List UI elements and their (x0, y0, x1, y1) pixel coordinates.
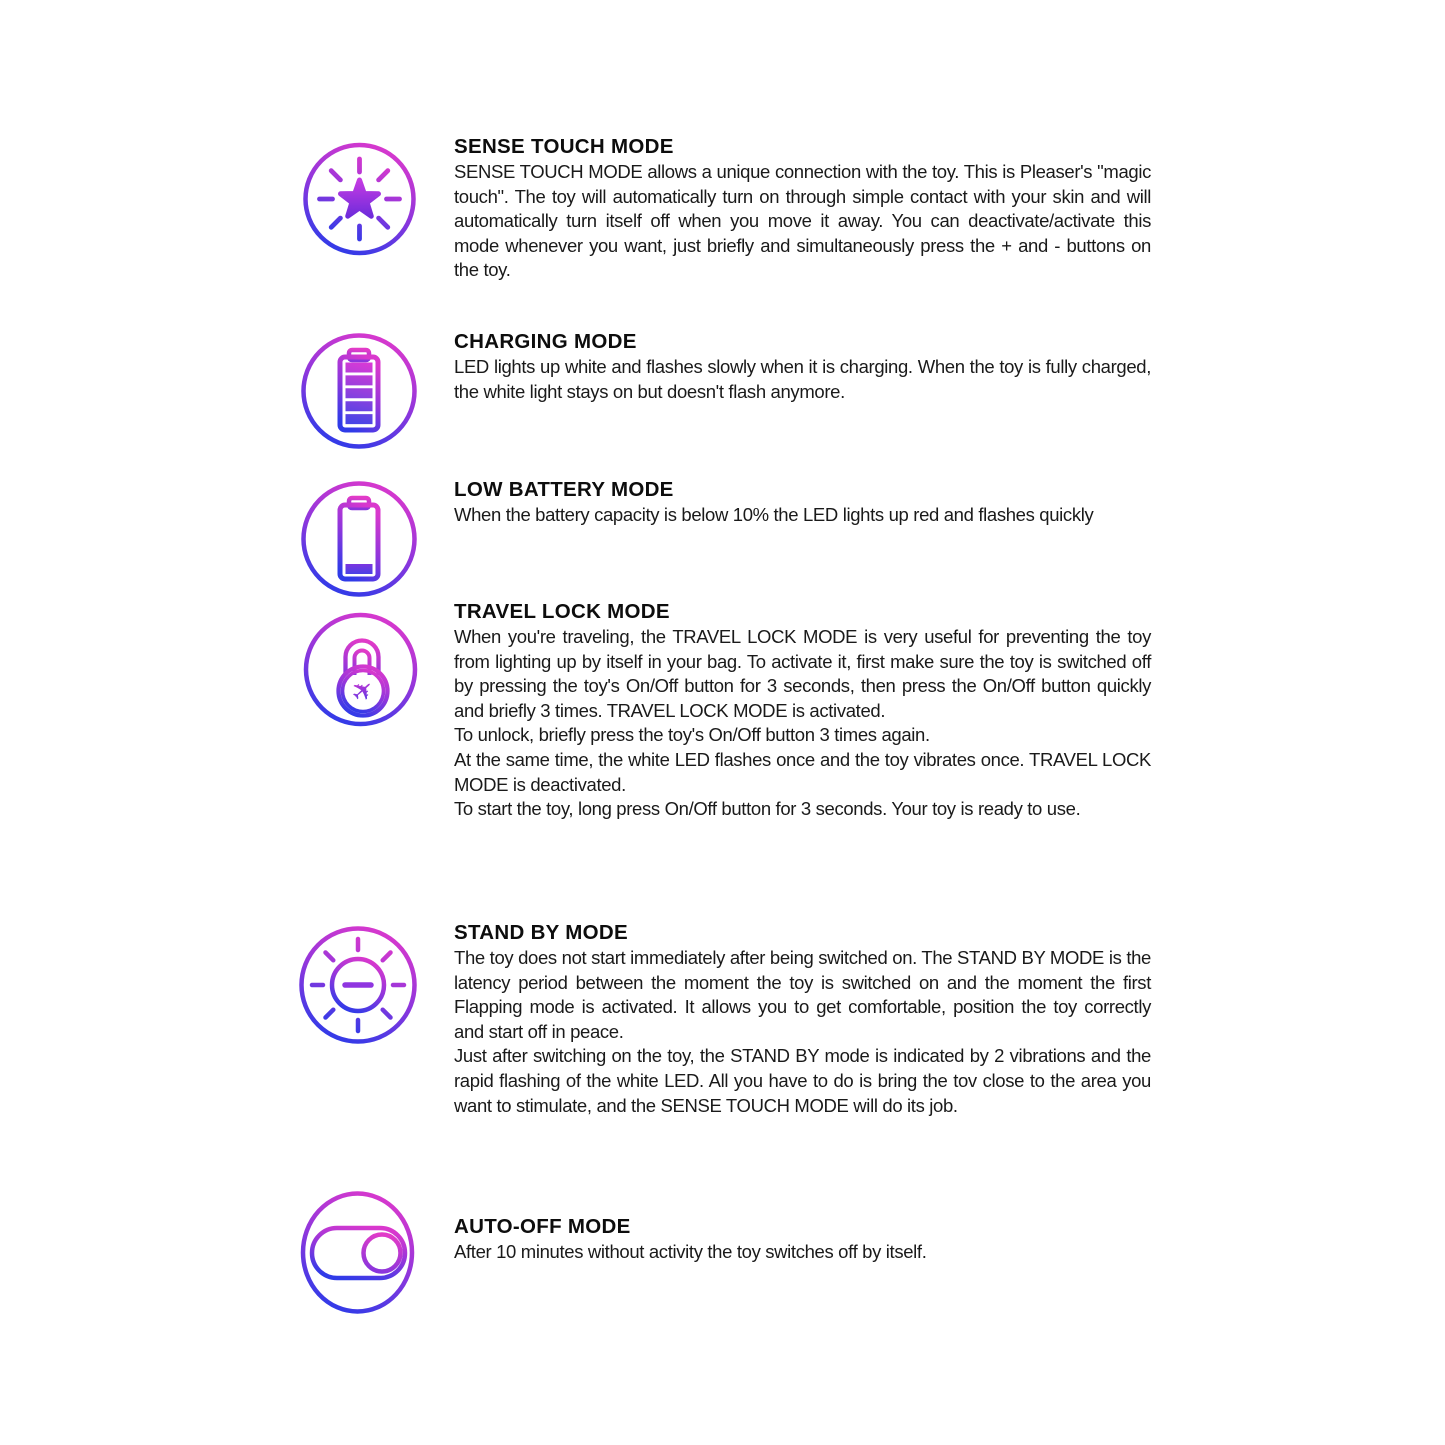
airplane-glyph: ✈ (344, 672, 383, 711)
charging-icon-wrap (300, 331, 418, 451)
section-paragraph: To unlock, briefly press the toy's On/Off button 3 times again. (454, 724, 930, 746)
section-title: SENSE TOUCH MODE (454, 135, 674, 158)
section-charging (454, 329, 1151, 404)
section-title: AUTO-OFF MODE (454, 1215, 631, 1238)
sense-touch-icon-wrap (300, 142, 419, 256)
stand-by-icon-wrap (297, 924, 419, 1046)
section-title: STAND BY MODE (454, 921, 628, 944)
standby-dial-icon (297, 924, 419, 1046)
section-paragraph: SENSE TOUCH MODE allows a unique connection with the toy. This is Pleaser's "magic touch". The toy will automatically turn on through simple contact with your skin and will automatically turn itself off when you move it away. You can deactivate/activate this mode whenever you want, just briefly and simultaneously press the + and - buttons on the toy. (454, 161, 1151, 281)
star-burst-icon (300, 142, 419, 256)
battery-low-icon (299, 479, 419, 599)
low-battery-icon-wrap (299, 479, 419, 599)
travel-lock-icon (301, 611, 420, 728)
section-paragraph: LED lights up white and flashes slowly when it is charging. When the toy is fully charged, the white light stays on but doesn't flash anymore. (454, 356, 1151, 402)
section-paragraph: At the same time, the white LED flashes once and the toy vibrates once. TRAVEL LOCK MODE is deactivated. (454, 748, 1151, 795)
auto-off-icon-wrap (299, 1191, 416, 1314)
section-paragraph: After 10 minutes without activity the toy switches off by itself. (454, 1241, 927, 1262)
section-paragraph: The toy does not start immediately after being switched on. The STAND BY MODE is the latency period between the moment the toy is switched on and the moment the first Flapping mode is activated. It allows you to get comfortable, position the toy correctly and start off in peace. (454, 947, 1151, 1042)
section-paragraph: When the battery capacity is below 10% the LED lights up red and flashes quickly (454, 504, 1094, 525)
section-title: TRAVEL LOCK MODE (454, 600, 670, 623)
section-paragraph: When you're traveling, the TRAVEL LOCK MODE is very useful for preventing the toy from lighting up by itself in your bag. To activate it, first make sure the toy is switched off by pressing the toy's On/Off button for 3 seconds, then press the On/Off button quickly and briefly 3 times. TRAVEL LOCK MODE is activated. (454, 626, 1151, 721)
section-low-battery (454, 477, 1151, 528)
section-travel-lock (454, 599, 1151, 822)
section-title: LOW BATTERY MODE (454, 478, 674, 501)
section-title: CHARGING MODE (454, 330, 637, 353)
section-paragraph: Just after switching on the toy, the STAND BY mode is indicated by 2 vibrations and the rapid flashing of the white LED. All you have to do is bring the tov close to the area you want to stimulate, and the SENSE TOUCH MODE will do its job. (454, 1045, 1151, 1116)
battery-full-icon (300, 331, 418, 451)
section-sense-touch (454, 134, 1151, 283)
travel-lock-icon-wrap (301, 611, 420, 728)
section-paragraph: To start the toy, long press On/Off button for 3 seconds. Your toy is ready to use. (454, 798, 1081, 820)
toggle-off-icon (299, 1191, 416, 1314)
section-auto-off (454, 1214, 1151, 1265)
section-stand-by (454, 920, 1151, 1118)
